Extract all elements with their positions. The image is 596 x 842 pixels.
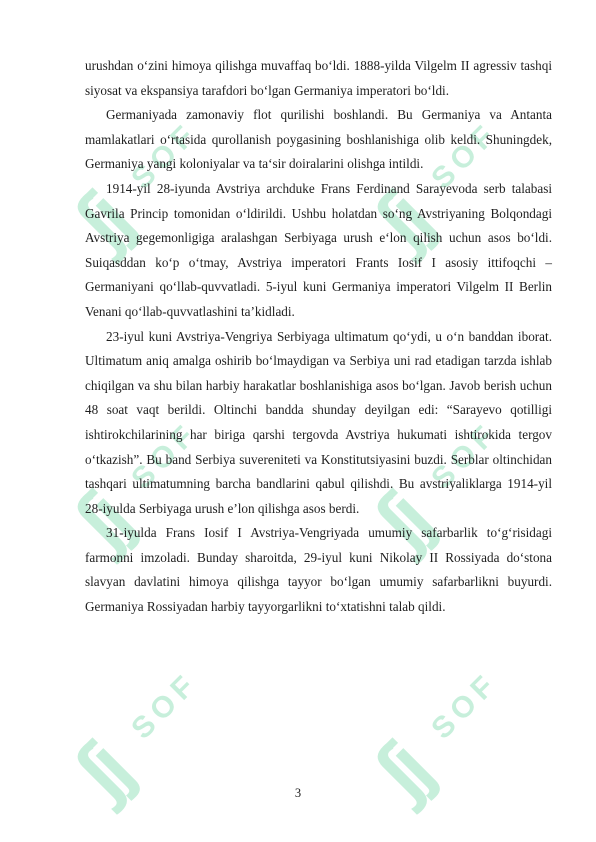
watermark-text: SOF: [425, 665, 505, 746]
watermark-mark: ʃj: [56, 477, 145, 565]
watermark-text: SOF: [125, 415, 205, 496]
watermark-logo: [339, 629, 551, 841]
paragraph: 31-iyulda Frans Iosif I Avstriya-Vengriyada umumiy safarbarlik to‘g‘risidagi farmonni imzoladi. Bunday sharoitda, 29-iyul kuni Nikolay II Rossiyada do‘stona slavyan davlatini himoya qilishga tayyor bo‘lgan umumiy safarbarlikni buyurdi. Germaniya Rossiyadan harbiy tayyorgarlikni to‘xtatishni talab qildi.: [85, 525, 552, 615]
paragraph: 23-iyul kuni Avstriya-Vengriya Serbiyaga ultimatum qo‘ydi, u o‘n banddan iborat. Ultimatum aniq amalga oshirib bo‘lmaydigan va Serbiya uni rad etadigan tarzda ishlab chiqilgan va shu bilan harbiy harakatlar boshlanishiga asos bo‘lgan. Javob berish uchun 48 soat vaqt berildi. Oltinchi bandda shunday deyilgan edi: “Sarayevo qotilligi ishtirokchilarining har biriga qarshi tergovda Avstriya hukumati ishtirokida tergov o‘tkazish”. Bu band Serbiya suvereniteti va Konstitutsiyasini buzdi. Serblar oltinchidan tashqari ultimatumning barcha bandlarini qabul qilishdi. Bu avstriyaliklarga 1914-yil 28-iyulda Serbiyaga urush e’lon qilishga asos berdi.: [85, 328, 552, 516]
watermark-mark: ʃj: [56, 177, 145, 265]
watermark-text: SOF: [425, 115, 505, 196]
watermark-logo: [39, 629, 251, 841]
document-body: [85, 54, 552, 620]
paragraph: 1914-yil 28-iyunda Avstriya archduke Frans Ferdinand Sarayevoda serb talabasi Gavrila Princip tomonidan o‘ldirildi. Ushbu holatdan so‘ng Avstriyaning Bolqondagi Avstriya gegemonligiga aralashgan Serbiyaga urush e‘lon qilish uchun asos bo‘ldi. Suiqasddan ko‘p o‘tmay, Avstriya imperatori Frants Iosif I asosiy ittifoqchi – Germaniyani qo‘llab-quvvatladi. 5-iyul kuni Germaniya imperatori Vilgelm II Berlin Venani qo‘llab-quvvatlashini ta’kidladi.: [85, 180, 552, 319]
watermark-mark: ʃj: [356, 477, 445, 565]
watermark-mark: ʃj: [56, 727, 145, 815]
watermark-mark: ʃj: [356, 177, 445, 265]
watermark-text: SOF: [125, 665, 205, 746]
page-number: 3: [294, 786, 302, 800]
watermark-mark: ʃj: [356, 727, 445, 815]
paragraph: urushdan o‘zini himoya qilishga muvaffaq bo‘ldi. 1888-yilda Vilgelm II agressiv tashqi siyosat va ekspansiya tarafdori bo‘lgan Germaniya imperatori bo‘ldi.: [85, 58, 552, 98]
watermark-text: SOF: [125, 115, 205, 196]
watermark-text: SOF: [425, 415, 505, 496]
paragraph: Germaniyada zamonaviy flot qurilishi boshlandi. Bu Germaniya va Antanta mamlakatlari o‘rtasida qurollanish poygasining boshlanishiga olib keldi. Shuningdek, Germaniya yangi koloniyalar va ta‘sir doiralarini olishga intildi.: [85, 107, 552, 172]
